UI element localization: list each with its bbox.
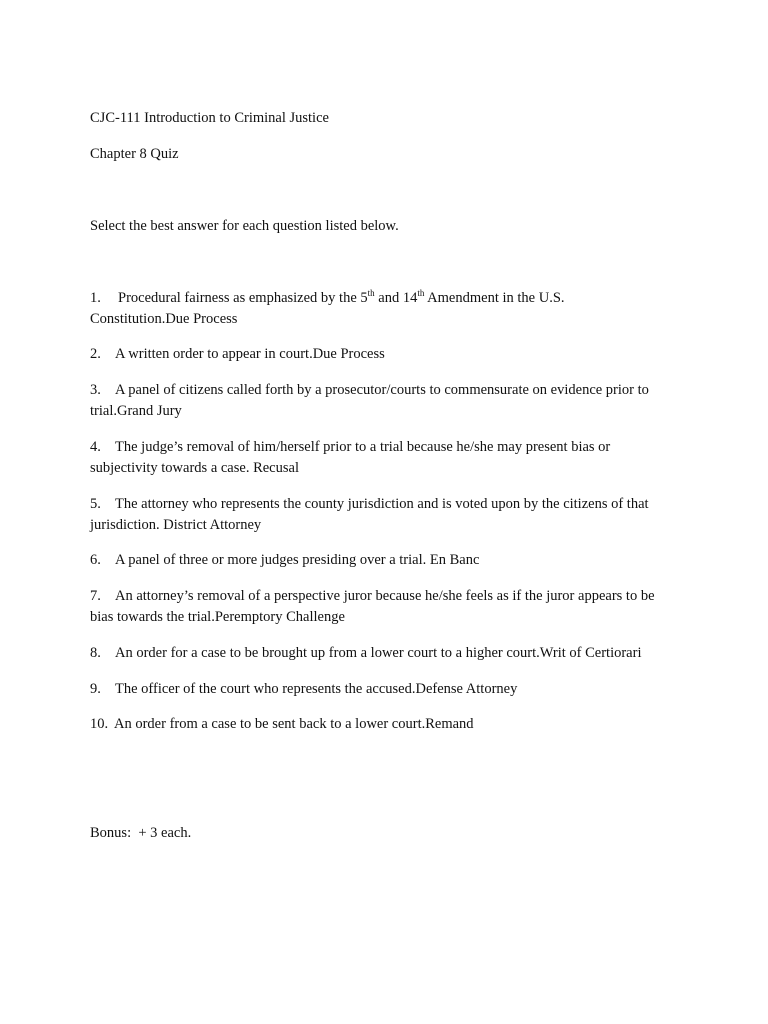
quiz-title: Chapter 8 Quiz [90,146,179,162]
question-1 [90,288,690,329]
question-number: 6. [90,552,101,568]
question-7 [90,586,690,627]
question-text: A panel of citizens called forth by a prosecutor/courts to commensurate on evidence prior to [115,382,649,398]
question-text: An order from a case to be sent back to a lower court.Remand [114,716,474,732]
question-number: 7. [90,588,101,604]
question-text: Amendment in the U.S. [424,290,565,306]
question-text: The judge’s removal of him/herself prior to a trial because he/she may present bias or [115,439,611,455]
question-5 [90,494,690,535]
question-10 [90,714,690,735]
question-9 [90,679,690,700]
question-number: 9. [90,681,101,697]
question-text: Procedural fairness as emphasized by the 5 [118,290,368,306]
question-text-continued: bias towards the trial.Peremptory Challenge [90,608,345,625]
question-text: A panel of three or more judges presiding over a trial. En Banc [115,552,480,568]
question-number: 2. [90,346,101,362]
superscript: th [367,288,375,299]
question-number: 3. [90,382,101,398]
superscript: th [417,288,425,299]
question-number: 5. [90,496,101,512]
question-text: and 14 [374,290,418,306]
question-2 [90,344,690,365]
question-number: 10. [90,716,109,732]
question-3 [90,380,690,421]
question-text: An order for a case to be brought up from a lower court to a higher court.Writ of Certiorari [115,645,642,661]
question-text: A written order to appear in court.Due Process [115,346,385,362]
question-8 [90,643,690,664]
question-number: 1. [90,290,101,306]
question-4 [90,437,690,478]
question-text-continued: jurisdiction. District Attorney [90,516,262,533]
question-text: The attorney who represents the county jurisdiction and is voted upon by the citizens of that [115,496,649,512]
course-title: CJC-111 Introduction to Criminal Justice [90,110,329,126]
question-number: 8. [90,645,101,661]
question-text: An attorney’s removal of a perspective juror because he/she feels as if the juror appears to be [115,588,655,604]
question-text-continued: Constitution.Due Process [90,310,238,327]
bonus-note: Bonus: + 3 each. [90,825,192,841]
question-text-continued: subjectivity towards a case. Recusal [90,459,299,476]
instructions: Select the best answer for each question listed below. [90,218,399,234]
question-number: 4. [90,439,101,455]
question-text-continued: trial.Grand Jury [90,402,182,419]
question-6 [90,550,690,571]
question-text: The officer of the court who represents the accused.Defense Attorney [115,681,518,697]
